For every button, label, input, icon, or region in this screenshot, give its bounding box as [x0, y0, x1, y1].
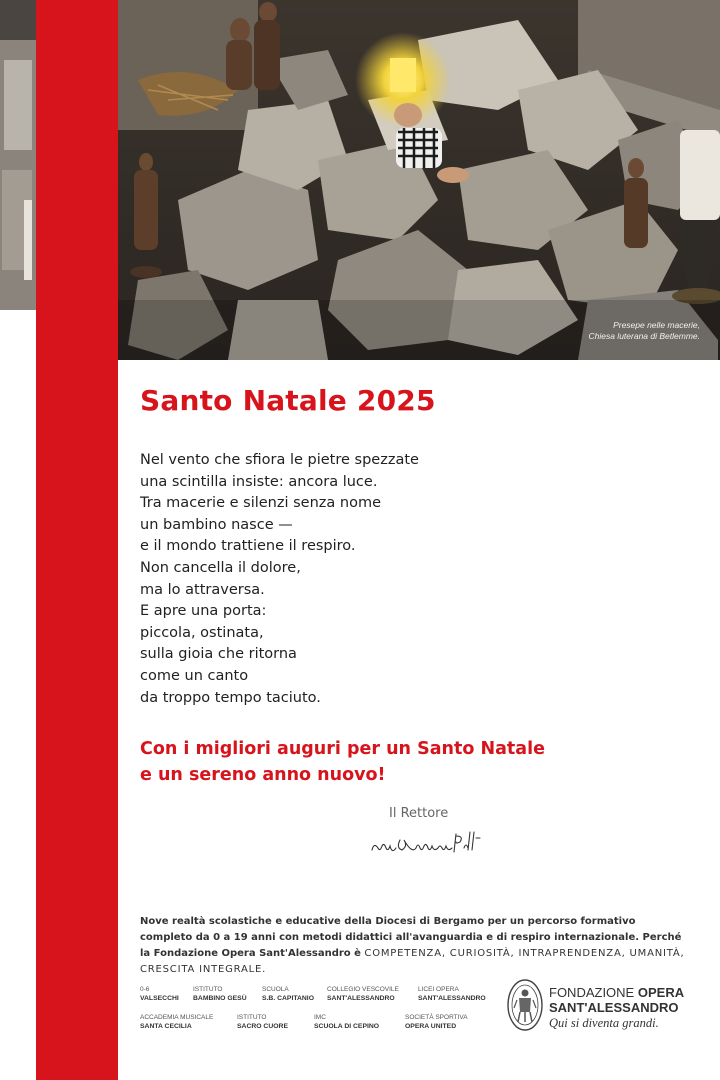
poem-line: un bambino nasce — — [140, 516, 293, 533]
poem-line: E apre una porta: — [140, 603, 267, 620]
poem-line: Tra macerie e silenzi senza nome — [140, 495, 381, 512]
institution-type: LICEI OPERA — [418, 986, 459, 993]
foundation-values: COMPETENZA, CURIOSITÀ, INTRAPRENDENZA, UMANITÀ, CRESCITA INTEGRALE. — [140, 948, 685, 975]
institution-name: OPERA UNITED — [405, 1022, 457, 1030]
foundation-description-text: Nove realtà scolastiche e educative della Diocesi di Bergamo per un percorso formativo completo da 0 a 19 anni con metodi didattici all'avanguardia e di respiro internazionale. Perché la Fondazione Opera Sant'Alessandro è — [140, 916, 682, 959]
poem-line: ma lo attraversa. — [140, 581, 265, 598]
foundation-name-bold2: SANT'ALESSANDRO — [549, 1000, 679, 1015]
institution-name: SACRO CUORE — [237, 1022, 288, 1030]
poem-line: e il mondo trattiene il respiro. — [140, 538, 356, 555]
institution-item — [140, 1014, 213, 1031]
christmas-wishes — [140, 736, 545, 788]
poem-line: piccola, ostinata, — [140, 624, 264, 641]
institution-type: ISTITUTO — [237, 1014, 267, 1021]
institution-name: SANTA CECILIA — [140, 1022, 192, 1030]
foundation-description — [140, 914, 685, 978]
institution-type: SOCIETÀ SPORTIVA — [405, 1014, 468, 1021]
foundation-name-bold1: OPERA — [637, 985, 685, 1000]
photo-caption-line2: Chiesa luterana di Betlemme. — [588, 331, 700, 341]
institution-type: SCUOLA — [262, 986, 289, 993]
institution-item — [140, 986, 179, 1003]
institution-type: COLLEGIO VESCOVILE — [327, 986, 399, 993]
institution-item — [418, 986, 486, 1003]
institution-item — [262, 986, 314, 1003]
institution-name: VALSECCHI — [140, 994, 179, 1002]
photo-caption-line1: Presepe nelle macerie, — [613, 320, 700, 330]
institution-item — [237, 1014, 288, 1031]
institution-name: SCUOLA DI CEPINO — [314, 1022, 380, 1030]
page-title: Santo Natale 2025 — [140, 384, 436, 417]
foundation-name — [549, 985, 684, 1015]
foundation-tagline: Qui si diventa grandi. — [549, 1016, 659, 1030]
institution-name: S.B. CAPITANIO — [262, 994, 314, 1002]
institution-type: IMC — [314, 1014, 326, 1021]
institution-type: 0-6 — [140, 986, 150, 993]
poem-line: Non cancella il dolore, — [140, 559, 301, 576]
red-side-band — [36, 0, 118, 1080]
poem — [140, 450, 419, 709]
foundation-seal-logo — [506, 978, 544, 1036]
left-photo-strip — [0, 0, 36, 310]
institution-type: ACCADEMIA MUSICALE — [140, 1014, 214, 1021]
institution-name: BAMBINO GESÙ — [193, 994, 247, 1002]
photo-caption — [588, 320, 700, 342]
institution-type: ISTITUTO — [193, 986, 223, 993]
institution-item — [314, 1014, 379, 1031]
poem-line: una scintilla insiste: ancora luce. — [140, 473, 378, 490]
poem-line: da troppo tempo taciuto. — [140, 689, 321, 706]
wishes-line2: e un sereno anno nuovo! — [140, 765, 386, 785]
institution-name: SANT'ALESSANDRO — [327, 994, 395, 1002]
poem-line: sulla gioia che ritorna — [140, 646, 297, 663]
institution-item — [327, 986, 399, 1003]
institution-item — [193, 986, 247, 1003]
institution-item — [405, 1014, 468, 1031]
nativity-photo — [118, 0, 720, 360]
foundation-name-regular: FONDAZIONE — [549, 985, 635, 1000]
signatory-role: Il Rettore — [389, 806, 449, 821]
poem-line: Nel vento che sfiora le pietre spezzate — [140, 452, 419, 468]
handwritten-signature — [368, 828, 483, 864]
institution-name: SANT'ALESSANDRO — [418, 994, 486, 1002]
poem-line: come un canto — [140, 667, 249, 684]
wishes-line1: Con i migliori auguri per un Santo Natale — [140, 739, 545, 759]
